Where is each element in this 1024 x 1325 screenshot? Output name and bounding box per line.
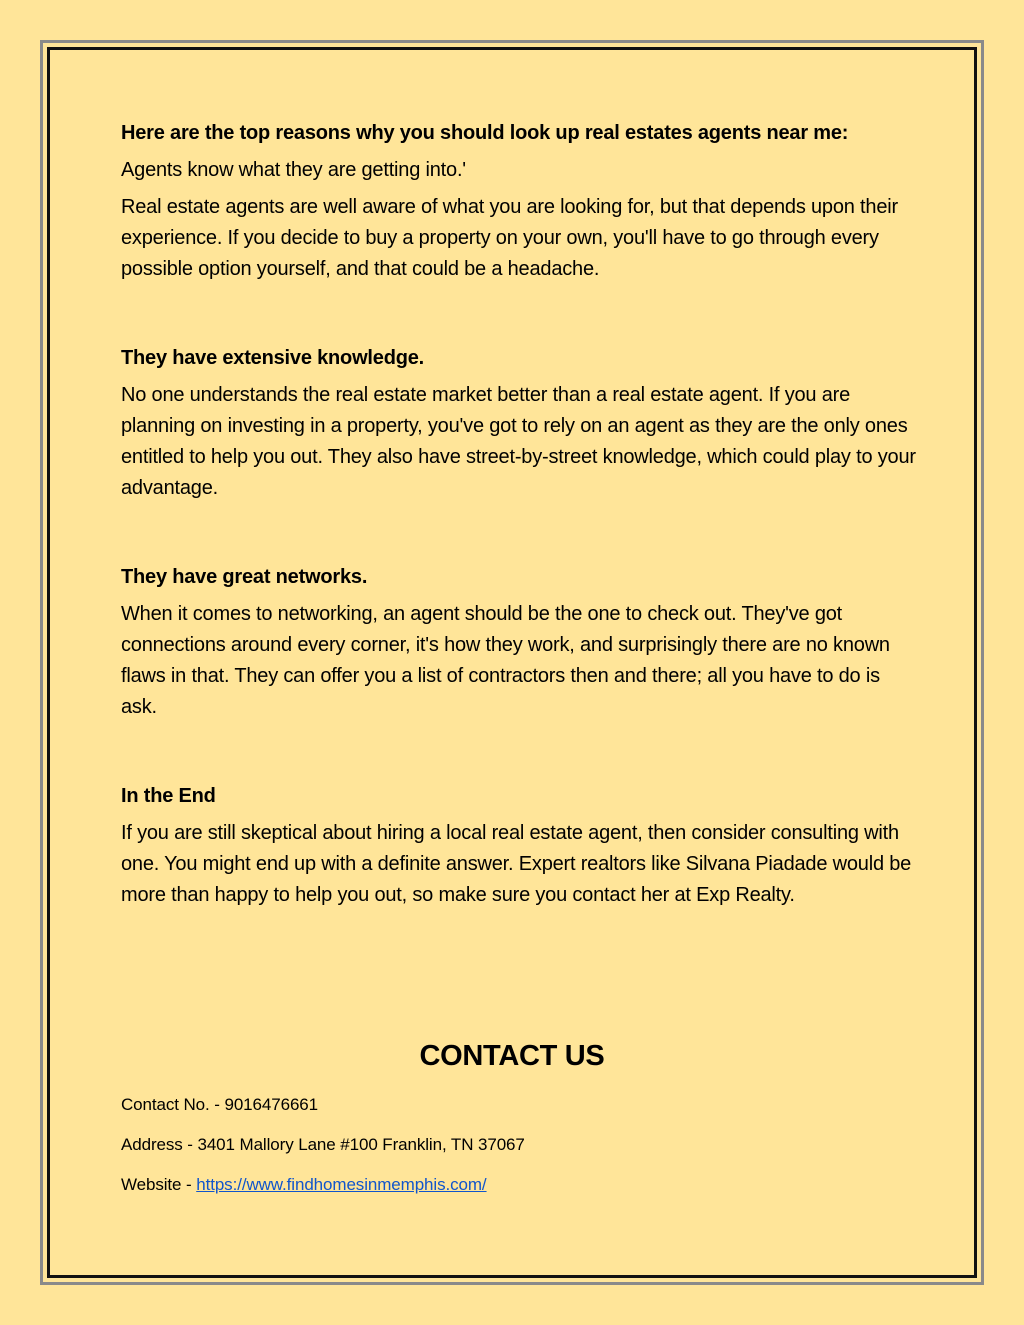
document-body	[121, 118, 921, 917]
intro-subheading: Agents know what they are getting into.'	[121, 159, 466, 181]
contact-phone: Contact No. - 9016476661	[121, 1095, 319, 1114]
contact-address: Address - 3401 Mallory Lane #100 Franklin, TN 37067	[121, 1135, 525, 1154]
website-link[interactable]: https://www.findhomesinmemphis.com/	[196, 1175, 487, 1194]
section-heading-end: In the End	[121, 785, 216, 807]
section-spacer	[121, 291, 921, 343]
section-spacer	[121, 729, 921, 781]
section-paragraph-knowledge: No one understands the real estate market better than a real estate agent. If you are planning on investing in a property, you've got to rely on an agent as they are the only ones entitled to help you out. They also have street-by-street knowledge, which could play to your advantage.	[121, 384, 916, 499]
intro-paragraph: Real estate agents are well aware of what you are looking for, but that depends upon their experience. If you decide to buy a property on your own, you'll have to go through every possible option yourself, and that could be a headache.	[121, 196, 898, 280]
contact-title: CONTACT US	[419, 1040, 605, 1072]
website-prefix: Website -	[121, 1175, 197, 1194]
section-spacer	[121, 510, 921, 562]
contact-website	[121, 1173, 487, 1197]
section-heading-knowledge: They have extensive knowledge.	[121, 347, 425, 369]
section-heading-networks: They have great networks.	[121, 566, 368, 588]
section-paragraph-networks: When it comes to networking, an agent should be the one to check out. They've got connections around every corner, it's how they work, and surprisingly there are no known flaws in that. They can offer you a list of contractors then and there; all you have to do is ask.	[121, 603, 890, 718]
section-paragraph-end: If you are still skeptical about hiring a local real estate agent, then consider consulting with one. You might end up with a definite answer. Expert realtors like Silvana Piadade would be more than happy to help you out, so make sure you contact her at Exp Realty.	[121, 822, 912, 906]
intro-heading: Here are the top reasons why you should look up real estates agents near me:	[121, 122, 849, 144]
